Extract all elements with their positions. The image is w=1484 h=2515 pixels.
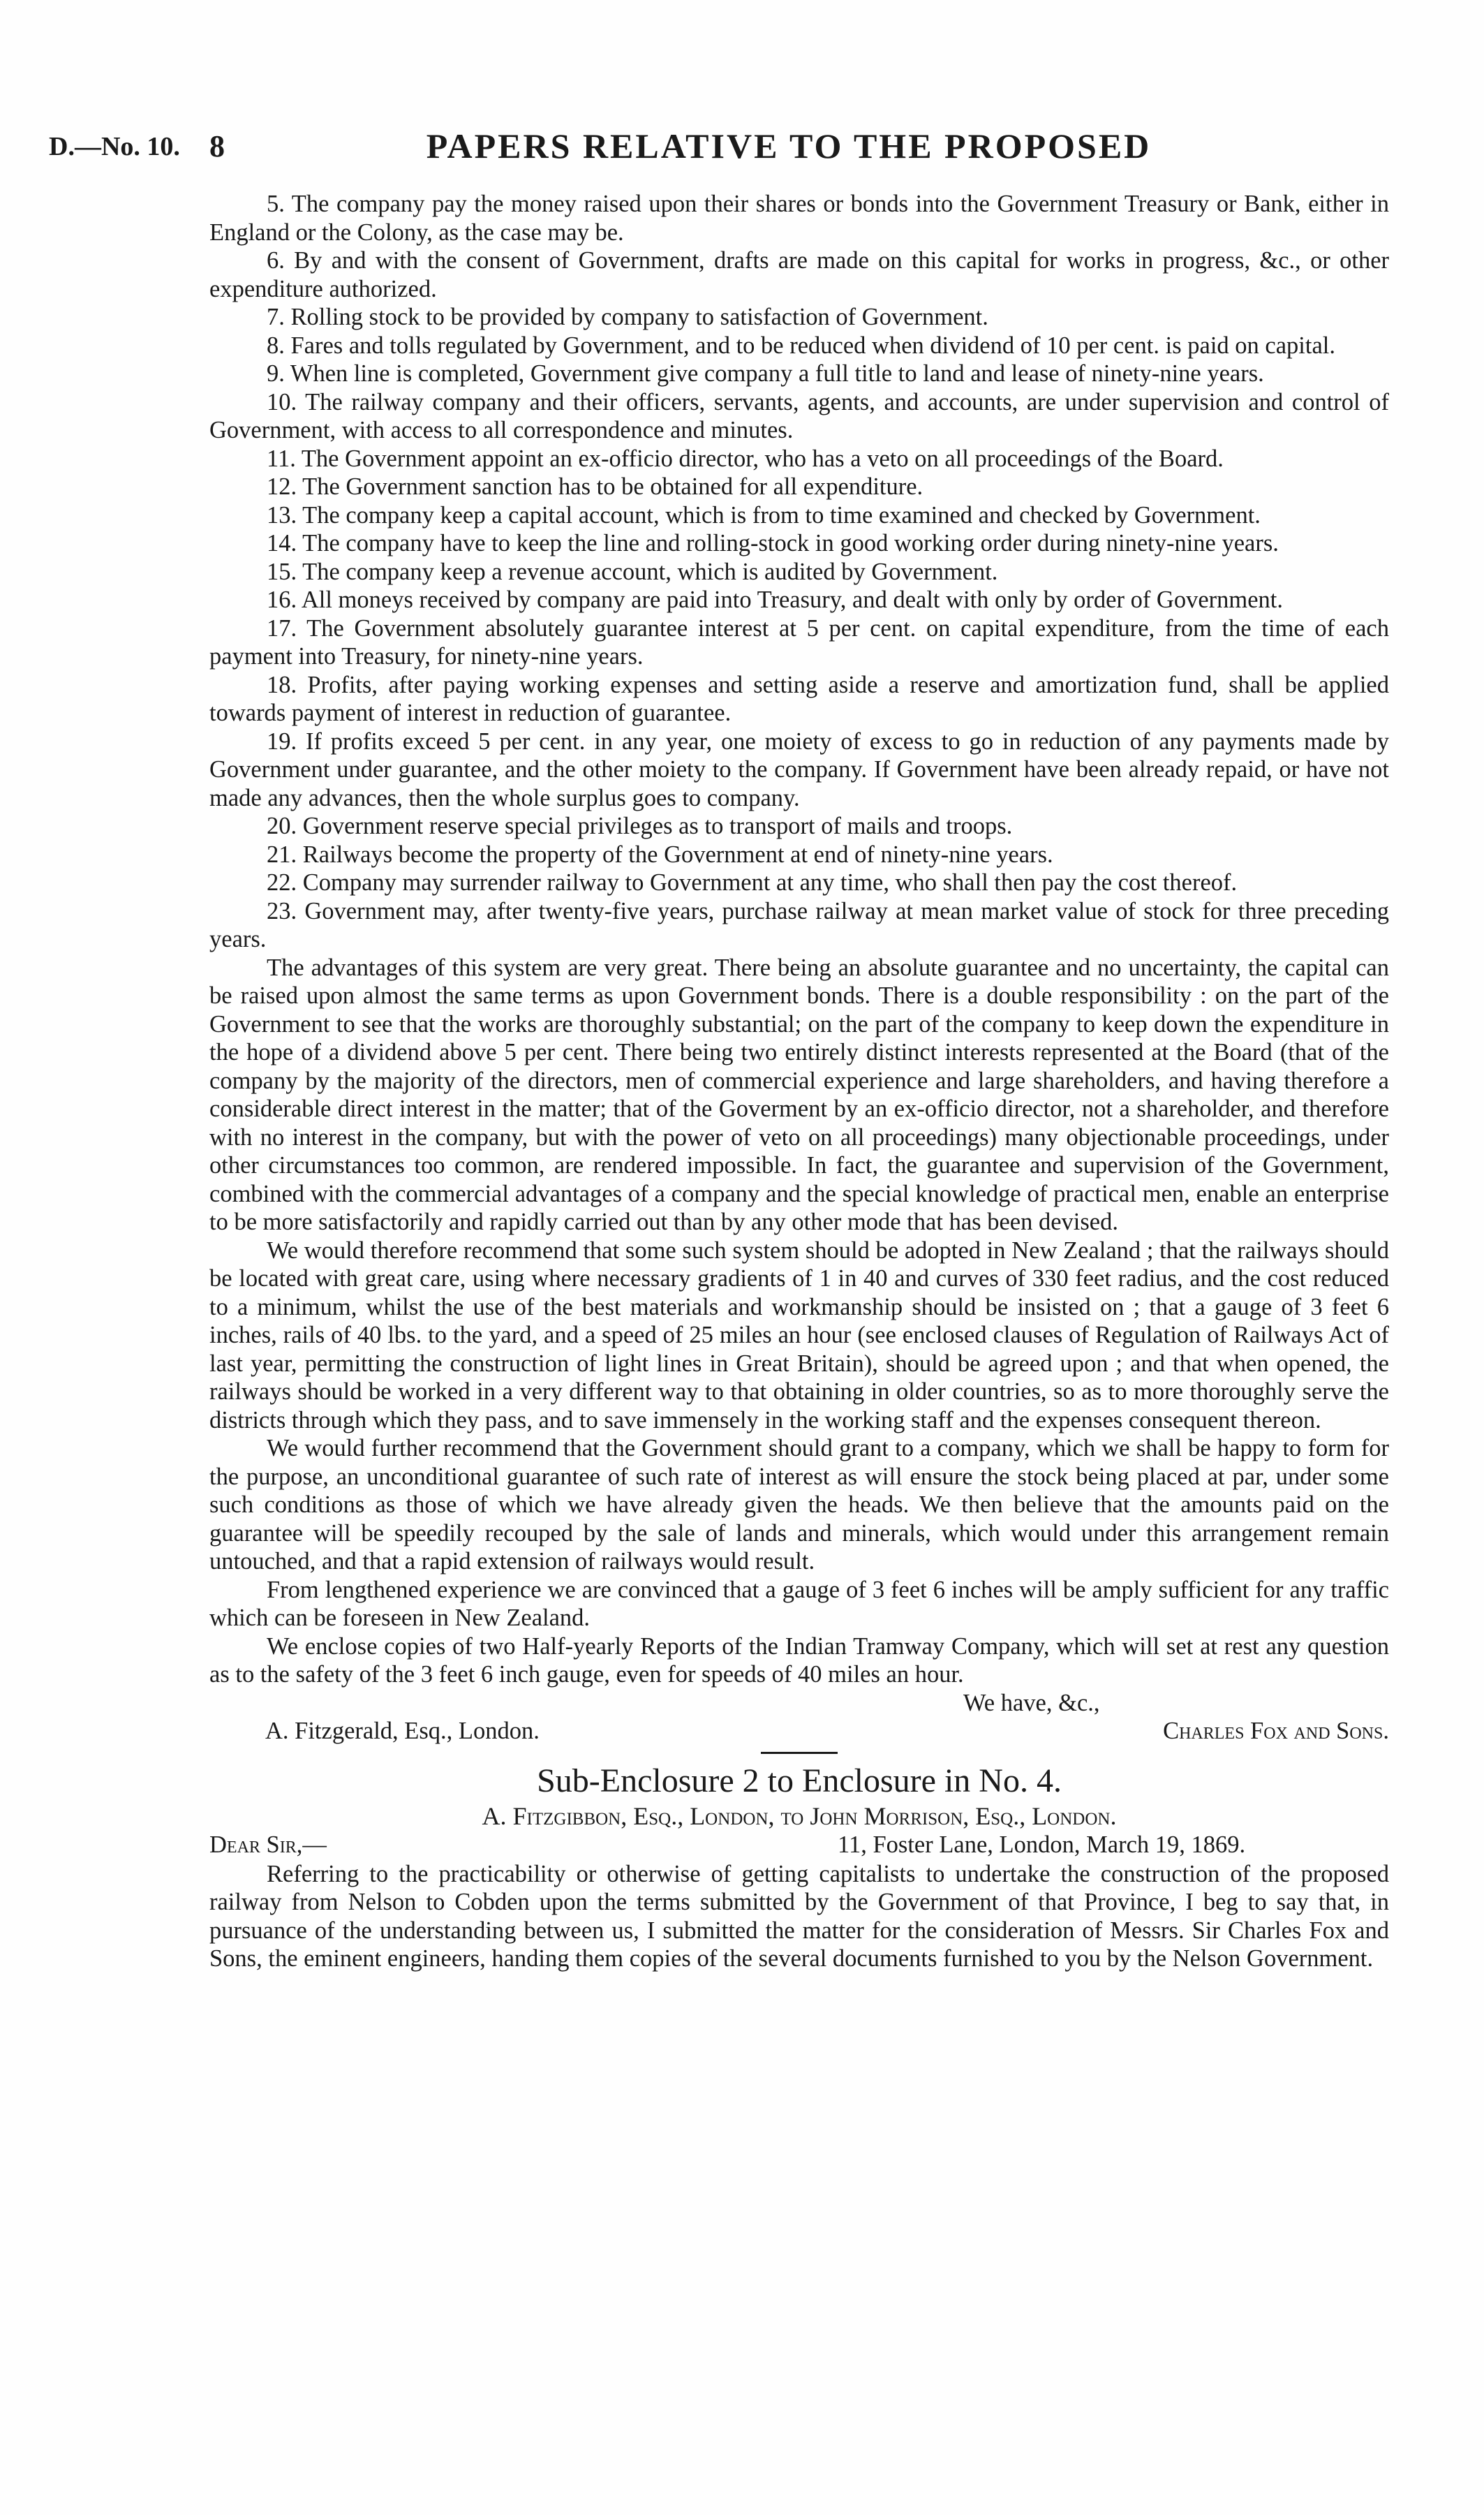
numbered-item: 19. If profits exceed 5 per cent. in any year, one moiety of excess to go in reduction of any payments made by Government under guarantee, and the other moiety to the company. If Government have been already repaid, or have not made any advances, then the whole surplus goes to company. <box>209 728 1389 811</box>
sub-enclosure-heading: Sub-Enclosure 2 to Enclosure in No. 4. <box>537 1762 1062 1799</box>
body-paragraph: From lengthened experience we are convinced that a gauge of 3 feet 6 inches will be amply sufficient for any traffic which can be foreseen in New Zealand. <box>209 1576 1389 1631</box>
numbered-item: 11. The Government appoint an ex-officio director, who has a veto on all proceedings of the Board. <box>267 445 1224 472</box>
salutation: Dear Sir,— <box>209 1831 327 1858</box>
body-paragraph: The advantages of this system are very great. There being an absolute guarantee and no uncertainty, the capital can be raised upon almost the same terms as upon Government bonds. There is a double responsibility : on the part of the Government to see that the works are thoroughly substantial; on the part of the company to keep down the expenditure in the hope of a dividend above 5 per cent. There being two entirely distinct interests represented at the Board (that of the company by the majority of the directors, men of commercial experience and large shareholders, and having therefore a considerable direct interest in the matter; that of the Goverment by an ex-officio director, not a shareholder, and therefore with no interest in the company, but with the power of veto on all proceedings) many objectionable proceedings, under other circumstances too common, are rendered impossible. In fact, the guarantee and supervision of the Government, combined with the commercial advantages of a company and the special knowledge of practical men, enable an enterprise to be more satisfactorily and rapidly carried out than by any other mode that has been devised. <box>209 954 1389 1235</box>
body-paragraph: We would therefore recommend that some such system should be adopted in New Zealand ; that the railways should be located with great care, using where necessary gradients of 1 in 40 and curves of 330 feet radius, and the cost reduced to a minimum, whilst the use of the best materials and workmanship should be insisted on ; that a gauge of 3 feet 6 inches, rails of 40 lbs. to the yard, and a speed of 25 miles an hour (see enclosed clauses of Regulation of Railways Act of last year, permitting the construction of light lines in Great Britain), should be agreed upon ; and that when opened, the railways should be worked in a very different way to that obtaining in older countries, so as to more thoroughly serve the districts through which they pass, and to save immensely in the working staff and the expenses consequent thereon. <box>209 1237 1389 1433</box>
sub-enclosure-from-to: A. Fitzgibbon, Esq., London, to John Morrison, Esq., London. <box>482 1801 1117 1830</box>
running-title: PAPERS RELATIVE TO THE PROPOSED <box>426 126 1152 165</box>
numbered-item: 5. The company pay the money raised upon their shares or bonds into the Government Treasury or Bank, either in England or the Colony, as the case may be. <box>209 191 1389 246</box>
valediction: We have, &c., <box>963 1689 1100 1716</box>
numbered-item: 20. Government reserve special privileges as to transport of mails and troops. <box>267 813 1013 839</box>
letter-salutation-row <box>209 1831 1389 1860</box>
numbered-item: 22. Company may surrender railway to Government at any time, who shall then pay the cost thereof. <box>267 869 1238 896</box>
body-paragraph: We would further recommend that the Government should grant to a company, which we shall be happy to form for the purpose, an unconditional guarantee of such rate of interest as will ensure the stock being placed at par, under some such conditions as those of which we have already given the heads. We then believe that the amounts paid on the guarantee will be speedily recouped by the sale of lands and minerals, which would under this arrangement remain untouched, and that a rapid extension of railways would result. <box>209 1435 1389 1574</box>
numbered-item: 14. The company have to keep the line and rolling-stock in good working order during ninety-nine years. <box>267 530 1279 556</box>
numbered-item: 23. Government may, after twenty-five years, purchase railway at mean market value of stock for three preceding years. <box>209 897 1389 952</box>
addressee: A. Fitzgerald, Esq., London. <box>265 1717 540 1744</box>
numbered-item: 12. The Government sanction has to be obtained for all expenditure. <box>267 473 923 500</box>
numbered-item: 6. By and with the consent of Government, drafts are made on this capital for works in progress, &c., or other expenditure authorized. <box>209 247 1389 302</box>
numbered-item: 18. Profits, after paying working expenses and setting aside a reserve and amortization fund, shall be applied towards payment of interest in reduction of guarantee. <box>209 671 1389 726</box>
numbered-item: 21. Railways become the property of the Government at end of ninety-nine years. <box>267 841 1053 868</box>
numbered-item: 10. The railway company and their officers, servants, agents, and accounts, are under supervision and control of Government, with access to all correspondence and minutes. <box>209 388 1389 443</box>
numbered-item: 13. The company keep a capital account, which is from to time examined and checked by Government. <box>267 501 1261 529</box>
letter-body: Referring to the practicability or otherwise of getting capitalists to undertake the construction of the proposed railway from Nelson to Cobden upon the terms submitted by the Government of that Province, I beg to say that, in pursuance of the understanding between us, I submitted the matter for the consideration of Messrs. Sir Charles Fox and Sons, the eminent engineers, handing them copies of the several documents furnished to you by the Nelson Government. <box>209 1860 1389 1972</box>
page-header <box>49 124 1438 173</box>
numbered-item: 15. The company keep a revenue account, which is audited by Government. <box>267 558 998 585</box>
body-paragraph: We enclose copies of two Half-yearly Reports of the Indian Tramway Company, which will set at rest any question as to the safety of the 3 feet 6 inch gauge, even for speeds of 40 miles an hour. <box>209 1632 1389 1688</box>
place-date: 11, Foster Lane, London, March 19, 1869. <box>838 1831 1246 1858</box>
numbered-item: 7. Rolling stock to be provided by company to satisfaction of Government. <box>267 304 988 330</box>
section-divider <box>761 1752 838 1754</box>
numbered-item: 8. Fares and tolls regulated by Government, and to be reduced when dividend of 10 per cent. is paid on capital. <box>267 332 1335 359</box>
document-body <box>209 190 1389 1973</box>
signature: Charles Fox and Sons. <box>1163 1717 1389 1744</box>
numbered-item: 9. When line is completed, Government give company a full title to land and lease of ninety-nine years. <box>267 360 1264 387</box>
document-reference: D.—No. 10. <box>49 132 180 161</box>
numbered-item: 17. The Government absolutely guarantee interest at 5 per cent. on capital expenditure, from the time of each payment into Treasury, for ninety-nine years. <box>209 614 1389 670</box>
page-number: 8 <box>209 129 225 163</box>
numbered-item: 16. All moneys received by company are paid into Treasury, and dealt with only by order of Government. <box>267 587 1284 613</box>
letter-closing <box>209 1689 1389 1745</box>
